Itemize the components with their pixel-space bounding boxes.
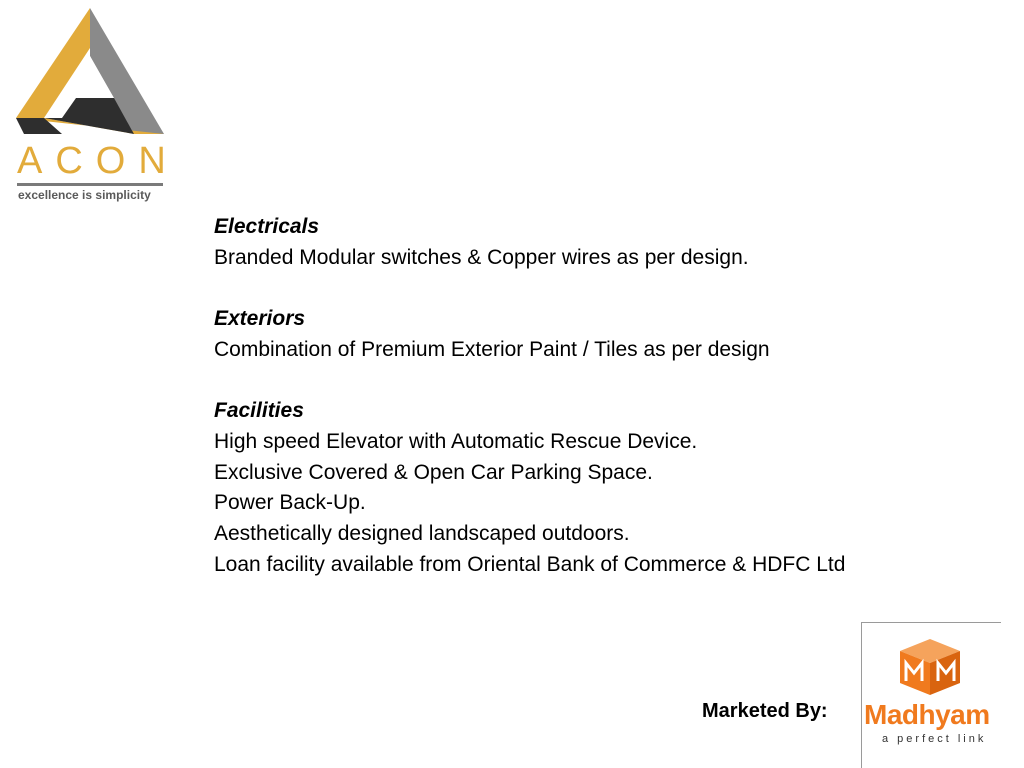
section-line: Branded Modular switches & Copper wires as per design. <box>214 245 749 269</box>
section-electricals <box>214 212 974 273</box>
acon-tagline: excellence is simplicity <box>18 188 151 202</box>
acon-triangle-icon <box>14 6 166 140</box>
specifications <box>214 212 974 611</box>
section-heading: Facilities <box>214 399 304 423</box>
madhyam-logo <box>861 622 1001 768</box>
section-facilities <box>214 396 974 580</box>
section-line: Loan facility available from Oriental Bank of Commerce & HDFC Ltd <box>214 552 846 576</box>
acon-logo <box>14 6 179 206</box>
section-line: High speed Elevator with Automatic Rescue Device. <box>214 429 698 453</box>
marketed-by-label: Marketed By: <box>702 700 828 722</box>
section-heading: Electricals <box>214 215 320 238</box>
section-line: Aesthetically designed landscaped outdoors. <box>214 522 630 545</box>
logo-divider <box>17 183 163 186</box>
madhyam-cube-icon <box>898 637 962 697</box>
section-line: Power Back-Up. <box>214 491 366 515</box>
madhyam-wordmark: Madhyam <box>864 699 990 730</box>
madhyam-tagline: a perfect link <box>882 733 987 745</box>
section-line: Combination of Premium Exterior Paint / Tiles as per design <box>214 337 770 361</box>
section-line: Exclusive Covered & Open Car Parking Space. <box>214 460 653 484</box>
section-exteriors <box>214 304 974 365</box>
acon-wordmark: ACON <box>17 140 179 182</box>
section-heading: Exteriors <box>214 307 306 331</box>
